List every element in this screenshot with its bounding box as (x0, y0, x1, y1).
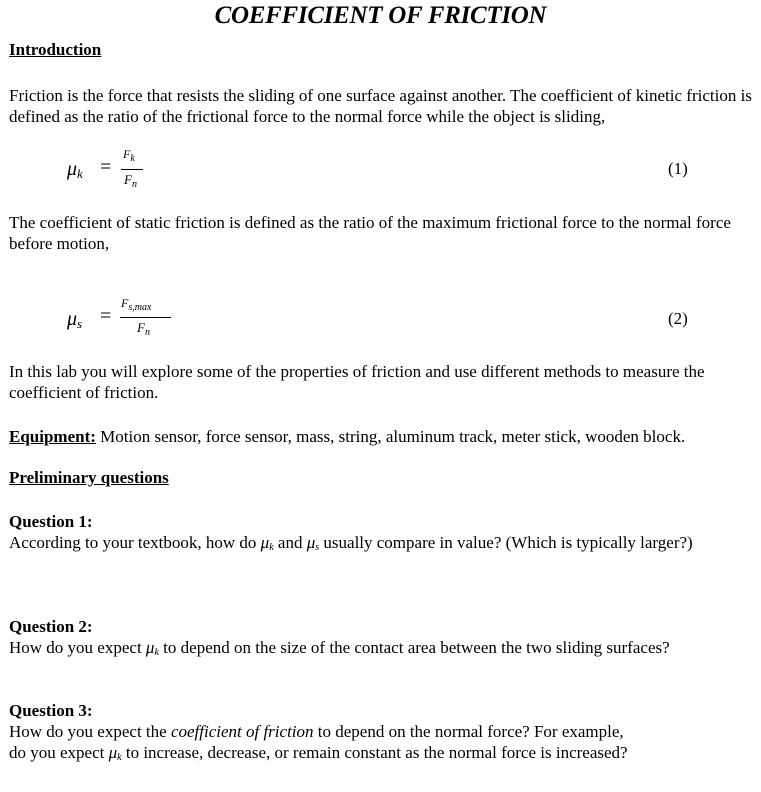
eq1-label: (1) (668, 159, 688, 178)
eq2-numerator: $F_{s,max}$ (121, 296, 152, 313)
preliminary-heading: Preliminary questions (9, 468, 169, 487)
page-title: COEFFICIENT OF FRICTION (214, 2, 547, 29)
question-2-label: Question 2: (9, 617, 93, 636)
eq2-denominator: $F_n$ (137, 320, 150, 338)
eq1-lhs: $\mu_k$ (67, 158, 83, 181)
question-3-label: Question 3: (9, 701, 93, 720)
question-2 (9, 616, 754, 663)
equipment-label: Equipment: (9, 427, 96, 446)
intro-paragraph-2: The coefficient of static friction is defined as the ratio of the maximum frictional force to the normal force before motion, (9, 213, 731, 253)
question-2-text: How do you expect $\mu_k$ to depend on the size of the contact area between the two sliding surfaces? (9, 638, 670, 658)
question-3-text-line-1: How do you expect the coefficient of friction to depend on the normal force? For example, (9, 722, 624, 741)
mu-s-symbol: $\mu_s$ (306, 533, 320, 553)
eq2-equals: = (100, 305, 112, 327)
question-1-label: Question 1: (9, 512, 93, 531)
eq1-numerator: $F_k$ (123, 147, 135, 164)
mu-k-symbol: $\mu_k$ (260, 533, 274, 553)
eq2-lhs: $\mu_s$ (67, 308, 83, 331)
intro-paragraph-3: In this lab you will explore some of the properties of friction and use different methods to measure the coefficient of friction. (9, 362, 705, 402)
intro-paragraph-1: Friction is the force that resists the sliding of one surface against another. The coefficient of kinetic friction is defined as the ratio of the frictional force to the normal force while the object is sliding, (9, 86, 752, 126)
eq2-fraction-bar (120, 317, 171, 318)
question-1 (9, 511, 754, 558)
mu-k-symbol: $\mu_k$ (145, 638, 159, 658)
eq1-denominator: $F_n$ (124, 172, 137, 190)
eq2-label: (2) (668, 309, 688, 328)
eq1-fraction-bar (121, 169, 143, 170)
question-3 (9, 700, 754, 768)
equipment-line (9, 426, 754, 447)
question-3-text-line-2: do you expect $\mu_k$ to increase, decrease, or remain constant as the normal force is increased? (9, 743, 628, 763)
introduction-heading: Introduction (9, 40, 102, 59)
eq1-equals: = (100, 156, 112, 178)
equipment-text: Motion sensor, force sensor, mass, string, aluminum track, meter stick, wooden block. (95, 427, 686, 446)
question-1-text: According to your textbook, how do $\mu_k$ and $\mu_s$ usually compare in value? (Which is typically larger?) (9, 533, 693, 553)
mu-k-symbol: $\mu_k$ (108, 743, 122, 763)
